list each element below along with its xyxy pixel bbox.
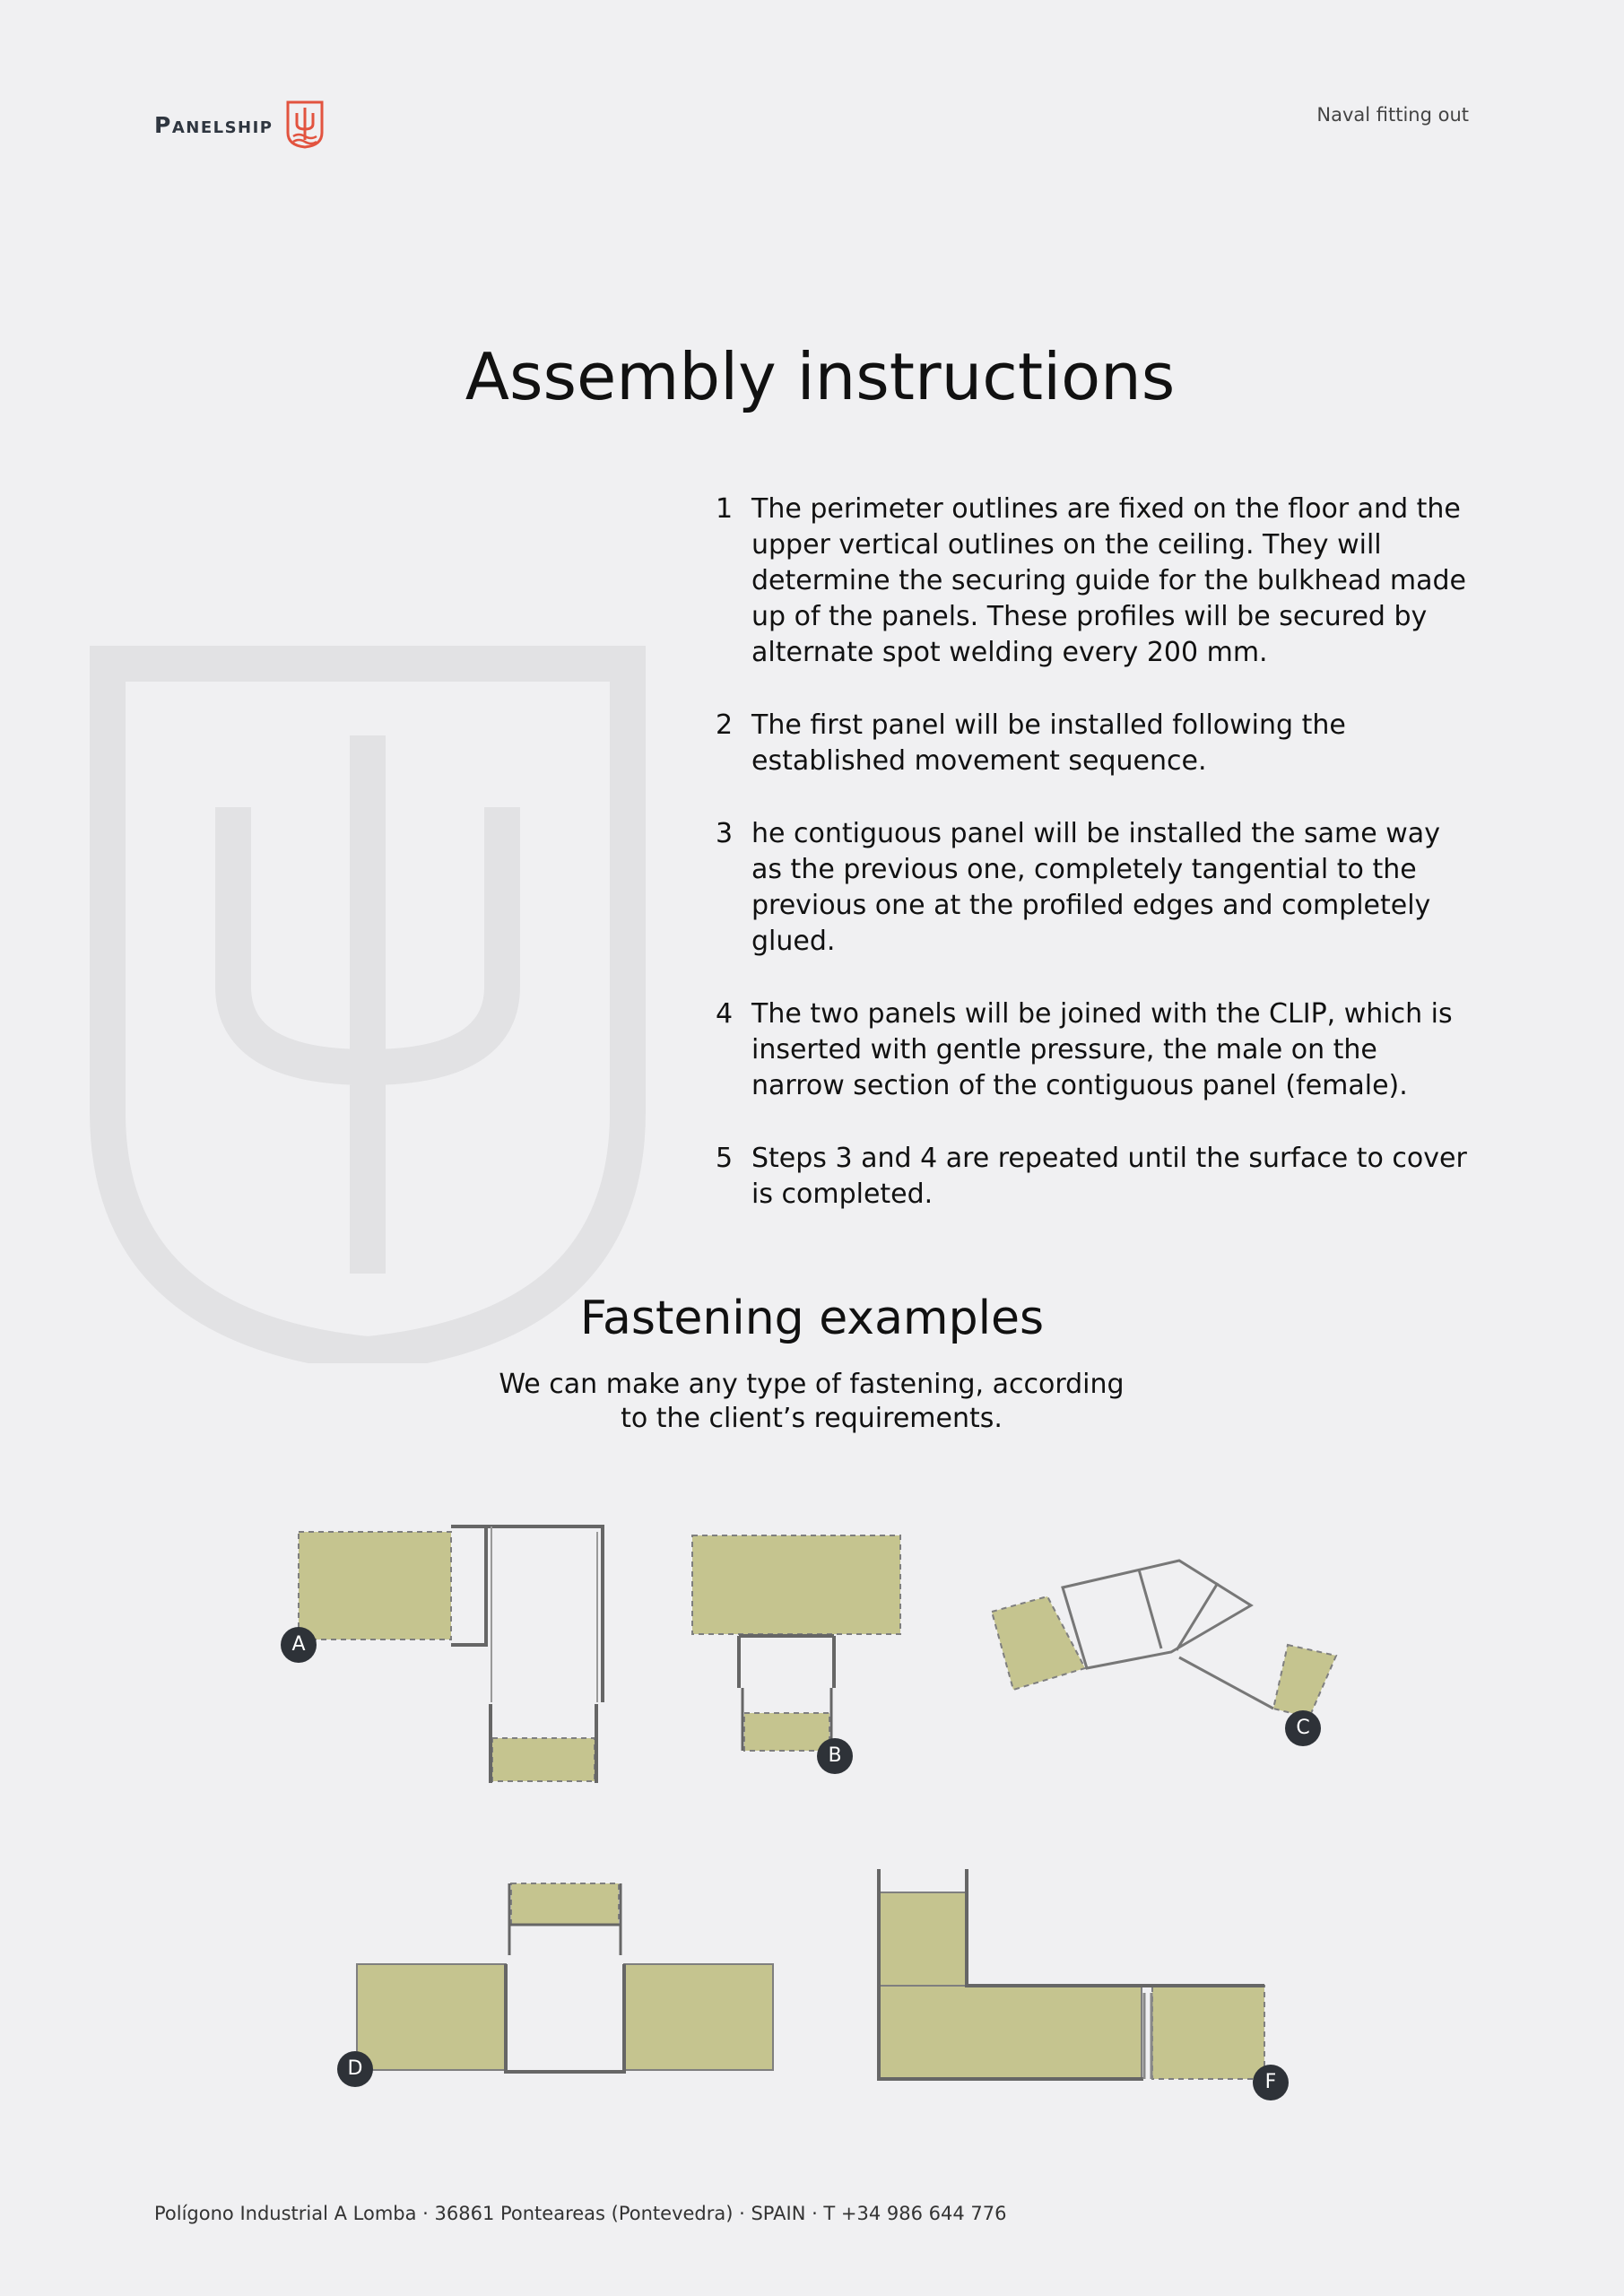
badge-a: A xyxy=(281,1627,317,1663)
fastening-example-d xyxy=(357,1883,773,2074)
step-text: The perimeter outlines are fixed on the floor and the upper vertical outlines on the ceiling. They will determine the securing guide for the bulkhead made up of the panels. These profiles will be secured by alternate spot welding every 200 mm. xyxy=(751,493,1467,668)
footer-address: Polígono Industrial A Lomba · 36861 Ponteareas (Pontevedra) · SPAIN · T +34 986 644 776 xyxy=(154,2203,1007,2224)
fastening-example-c xyxy=(992,1561,1336,1718)
badge-d: D xyxy=(337,2051,373,2087)
fastening-example-a xyxy=(299,1526,603,1783)
step-number: 1 xyxy=(716,493,734,525)
step-number: 3 xyxy=(716,818,734,849)
step-text: Steps 3 and 4 are repeated until the surface to cover is completed. xyxy=(751,1143,1467,1210)
brand-name: Panelship xyxy=(154,111,274,138)
fastening-title: Fastening examples xyxy=(579,1292,1045,1345)
fastening-description: We can make any type of fastening, according to the client’s requirements. xyxy=(499,1369,1125,1434)
step-text: he contiguous panel will be installed the same way as the previous one, completely tangential to the previous one at the profiled edges and completely glued. xyxy=(751,818,1440,957)
badge-b: B xyxy=(817,1738,853,1774)
page-title: Assembly instructions xyxy=(465,339,1176,414)
badge-c: C xyxy=(1285,1710,1321,1746)
step-text: The first panel will be installed following the established movement sequence. xyxy=(751,709,1346,777)
step-number: 5 xyxy=(716,1143,734,1174)
step-number: 2 xyxy=(716,709,734,741)
header-tagline: Naval fitting out xyxy=(1316,104,1469,126)
fastening-example-b xyxy=(692,1535,900,1751)
fastening-example-f xyxy=(879,1869,1264,2079)
step-number: 4 xyxy=(716,998,734,1030)
step-text: The two panels will be joined with the CLIP, which is inserted with gentle pressure, the male on the narrow section of the contiguous panel (female). xyxy=(751,998,1453,1101)
badge-f: F xyxy=(1253,2065,1289,2100)
